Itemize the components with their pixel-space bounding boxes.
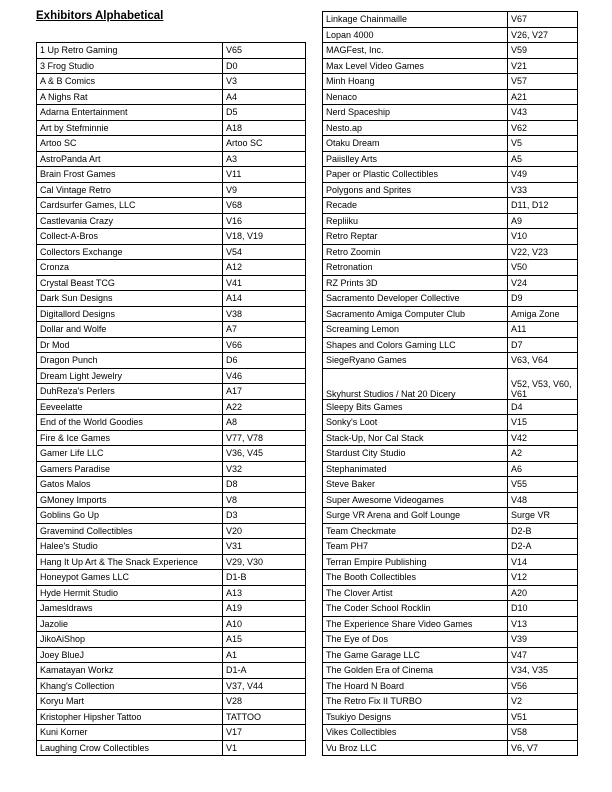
table-row — [323, 12, 578, 28]
table-row — [37, 291, 306, 307]
table-row — [323, 740, 578, 756]
exhibitor-name: Halee's Studio — [37, 539, 223, 555]
exhibitor-table-right — [322, 11, 578, 756]
booth-number: V66 — [223, 337, 306, 353]
exhibitor-name: End of the World Goodies — [37, 415, 223, 431]
exhibitor-name: Terran Empire Publishing — [323, 554, 508, 570]
booth-number: V29, V30 — [223, 554, 306, 570]
booth-number: V52, V53, V60, V61 — [508, 368, 578, 399]
table-row — [323, 337, 578, 353]
table-row — [37, 43, 306, 59]
exhibitor-name: Art by Stefminnie — [37, 120, 223, 136]
table-row — [323, 694, 578, 710]
exhibitor-name: Shapes and Colors Gaming LLC — [323, 337, 508, 353]
exhibitor-name: Dr Mod — [37, 337, 223, 353]
exhibitor-name: Honeypot Games LLC — [37, 570, 223, 586]
booth-number: A22 — [223, 399, 306, 415]
exhibitor-name: SiegeRyano Games — [323, 353, 508, 369]
exhibitor-name: Brain Frost Games — [37, 167, 223, 183]
booth-number: V31 — [223, 539, 306, 555]
table-row — [37, 229, 306, 245]
booth-number: V51 — [508, 709, 578, 725]
table-row — [323, 492, 578, 508]
table-row — [37, 275, 306, 291]
table-row — [37, 151, 306, 167]
exhibitor-name: Gravemind Collectibles — [37, 523, 223, 539]
table-row — [323, 353, 578, 369]
exhibitor-name: The Eye of Dos — [323, 632, 508, 648]
table-row — [323, 322, 578, 338]
booth-number: Amiga Zone — [508, 306, 578, 322]
table-row — [323, 275, 578, 291]
table-row — [323, 678, 578, 694]
exhibitor-name: Laughing Crow Collectibles — [37, 740, 223, 756]
booth-number: D7 — [508, 337, 578, 353]
booth-number: V26, V27 — [508, 27, 578, 43]
table-row — [37, 89, 306, 105]
exhibitor-name: Collect-A-Bros — [37, 229, 223, 245]
booth-number: D8 — [223, 477, 306, 493]
exhibitor-name: Max Level Video Games — [323, 58, 508, 74]
booth-number: TATTOO — [223, 709, 306, 725]
table-row — [37, 709, 306, 725]
exhibitor-name: 3 Frog Studio — [37, 58, 223, 74]
exhibitor-name: Nerd Spaceship — [323, 105, 508, 121]
table-row — [37, 306, 306, 322]
booth-number: V20 — [223, 523, 306, 539]
booth-number: Surge VR — [508, 508, 578, 524]
table-row — [37, 694, 306, 710]
booth-number: V65 — [223, 43, 306, 59]
table-row — [37, 120, 306, 136]
exhibitor-name: Crystal Beast TCG — [37, 275, 223, 291]
table-row — [37, 740, 306, 756]
exhibitor-name: Gamer Life LLC — [37, 446, 223, 462]
exhibitor-name: Retro Reptar — [323, 229, 508, 245]
exhibitor-name: Joey BlueJ — [37, 647, 223, 663]
booth-number: V38 — [223, 306, 306, 322]
exhibitor-name: Fire & Ice Games — [37, 430, 223, 446]
booth-number: D2-B — [508, 523, 578, 539]
table-row — [323, 554, 578, 570]
booth-number: V15 — [508, 415, 578, 431]
table-row — [37, 678, 306, 694]
booth-number: A1 — [223, 647, 306, 663]
document-title: Exhibitors Alphabetical — [36, 10, 164, 22]
booth-number: V57 — [508, 74, 578, 90]
table-row — [323, 120, 578, 136]
booth-number: V28 — [223, 694, 306, 710]
table-row — [323, 523, 578, 539]
exhibitor-name: Paiislley Arts — [323, 151, 508, 167]
exhibitor-name: Team Checkmate — [323, 523, 508, 539]
exhibitor-name: Sacramento Amiga Computer Club — [323, 306, 508, 322]
table-row — [323, 725, 578, 741]
booth-number: V55 — [508, 477, 578, 493]
booth-number: D6 — [223, 353, 306, 369]
exhibitor-name: AstroPanda Art — [37, 151, 223, 167]
booth-number: V59 — [508, 43, 578, 59]
table-row — [37, 353, 306, 369]
table-row — [37, 523, 306, 539]
exhibitor-name: Skyhurst Studios / Nat 20 Dicery — [323, 368, 508, 399]
booth-number: A8 — [223, 415, 306, 431]
table-row — [323, 415, 578, 431]
exhibitor-name: Khang's Collection — [37, 678, 223, 694]
table-row — [37, 322, 306, 338]
booth-number: D5 — [223, 105, 306, 121]
booth-number: V24 — [508, 275, 578, 291]
booth-number: A13 — [223, 585, 306, 601]
booth-number: D0 — [223, 58, 306, 74]
booth-number: A9 — [508, 213, 578, 229]
table-row — [323, 136, 578, 152]
booth-number: D2-A — [508, 539, 578, 555]
table-row — [37, 663, 306, 679]
exhibitor-name: Dark Sun Designs — [37, 291, 223, 307]
table-row — [323, 260, 578, 276]
booth-number: V36, V45 — [223, 446, 306, 462]
booth-number: V50 — [508, 260, 578, 276]
table-row — [37, 74, 306, 90]
table-row — [323, 508, 578, 524]
booth-number: V67 — [508, 12, 578, 28]
exhibitor-name: Surge VR Arena and Golf Lounge — [323, 508, 508, 524]
exhibitor-name: Linkage Chainmaille — [323, 12, 508, 28]
exhibitor-name: Recade — [323, 198, 508, 214]
booth-number: A7 — [223, 322, 306, 338]
booth-number: V16 — [223, 213, 306, 229]
booth-number: V21 — [508, 58, 578, 74]
booth-number: A4 — [223, 89, 306, 105]
exhibitor-name: Polygons and Sprites — [323, 182, 508, 198]
table-row — [37, 539, 306, 555]
exhibitor-name: Lopan 4000 — [323, 27, 508, 43]
booth-number: A10 — [223, 616, 306, 632]
table-row — [323, 709, 578, 725]
exhibitor-name: The Retro Fix II TURBO — [323, 694, 508, 710]
table-row — [37, 198, 306, 214]
booth-number: D9 — [508, 291, 578, 307]
table-row — [37, 384, 306, 400]
booth-number: A17 — [223, 384, 306, 400]
exhibitor-name: Dream Light Jewelry — [37, 368, 223, 384]
booth-number: D1-B — [223, 570, 306, 586]
exhibitor-name: Retronation — [323, 260, 508, 276]
exhibitor-name: Minh Hoang — [323, 74, 508, 90]
table-row — [37, 415, 306, 431]
exhibitor-name: Sacramento Developer Collective — [323, 291, 508, 307]
booth-number: V47 — [508, 647, 578, 663]
exhibitor-name: Gamers Paradise — [37, 461, 223, 477]
exhibitor-name: Kristopher Hipsher Tattoo — [37, 709, 223, 725]
booth-number: V41 — [223, 275, 306, 291]
booth-number: A18 — [223, 120, 306, 136]
booth-number: V49 — [508, 167, 578, 183]
table-row — [37, 616, 306, 632]
booth-number: Artoo SC — [223, 136, 306, 152]
table-row — [37, 446, 306, 462]
exhibitor-name: Retro Zoomin — [323, 244, 508, 260]
exhibitor-name: Nesto.ap — [323, 120, 508, 136]
booth-number: V5 — [508, 136, 578, 152]
exhibitor-table-left — [36, 42, 306, 756]
table-row — [323, 663, 578, 679]
table-row — [323, 213, 578, 229]
table-row — [323, 291, 578, 307]
exhibitor-name: Eeveelatte — [37, 399, 223, 415]
booth-number: V56 — [508, 678, 578, 694]
booth-number: V8 — [223, 492, 306, 508]
booth-number: A2 — [508, 446, 578, 462]
table-row — [37, 105, 306, 121]
exhibitor-name: Team PH7 — [323, 539, 508, 555]
booth-number: A5 — [508, 151, 578, 167]
booth-number: V10 — [508, 229, 578, 245]
booth-number: V11 — [223, 167, 306, 183]
table-row — [323, 570, 578, 586]
exhibitor-name: Steve Baker — [323, 477, 508, 493]
booth-number: V62 — [508, 120, 578, 136]
booth-number: V48 — [508, 492, 578, 508]
booth-number: V12 — [508, 570, 578, 586]
table-row — [37, 368, 306, 384]
table-row — [37, 260, 306, 276]
exhibitor-name: 1 Up Retro Gaming — [37, 43, 223, 59]
booth-number: A12 — [223, 260, 306, 276]
table-row — [37, 601, 306, 617]
booth-number: A14 — [223, 291, 306, 307]
booth-number: V6, V7 — [508, 740, 578, 756]
exhibitor-name: Cronza — [37, 260, 223, 276]
exhibitor-name: Stardust City Studio — [323, 446, 508, 462]
booth-number: V32 — [223, 461, 306, 477]
exhibitor-name: The Game Garage LLC — [323, 647, 508, 663]
table-row — [323, 399, 578, 415]
exhibitor-name: Artoo SC — [37, 136, 223, 152]
exhibitor-name: Castlevania Crazy — [37, 213, 223, 229]
exhibitor-name: The Coder School Rocklin — [323, 601, 508, 617]
booth-number: V39 — [508, 632, 578, 648]
exhibitor-name: Stephanimated — [323, 461, 508, 477]
booth-number: V2 — [508, 694, 578, 710]
exhibitor-name: DuhReza's Perlers — [37, 384, 223, 400]
exhibitor-name: The Experience Share Video Games — [323, 616, 508, 632]
table-row — [37, 632, 306, 648]
table-row — [323, 74, 578, 90]
exhibitor-name: A & B Comics — [37, 74, 223, 90]
booth-number: V33 — [508, 182, 578, 198]
booth-number: A20 — [508, 585, 578, 601]
table-row — [323, 167, 578, 183]
table-row — [37, 492, 306, 508]
table-row — [37, 244, 306, 260]
booth-number: V1 — [223, 740, 306, 756]
exhibitor-name: The Booth Collectibles — [323, 570, 508, 586]
exhibitor-name: Cal Vintage Retro — [37, 182, 223, 198]
table-row — [37, 725, 306, 741]
table-row — [323, 477, 578, 493]
table-row — [323, 58, 578, 74]
exhibitor-name: GMoney Imports — [37, 492, 223, 508]
exhibitor-name: Goblins Go Up — [37, 508, 223, 524]
booth-number: A3 — [223, 151, 306, 167]
booth-number: D11, D12 — [508, 198, 578, 214]
table-row — [37, 136, 306, 152]
exhibitor-name: Koryu Mart — [37, 694, 223, 710]
booth-number: A21 — [508, 89, 578, 105]
booth-number: D3 — [223, 508, 306, 524]
table-row — [323, 616, 578, 632]
booth-number: D10 — [508, 601, 578, 617]
exhibitor-name: Sleepy Bits Games — [323, 399, 508, 415]
table-row — [323, 229, 578, 245]
exhibitor-name: Kamatayan Workz — [37, 663, 223, 679]
booth-number: V13 — [508, 616, 578, 632]
booth-number: V22, V23 — [508, 244, 578, 260]
exhibitor-name: Hang It Up Art & The Snack Experience — [37, 554, 223, 570]
table-row — [323, 632, 578, 648]
booth-number: V54 — [223, 244, 306, 260]
exhibitor-name: A Nighs Rat — [37, 89, 223, 105]
table-row — [323, 27, 578, 43]
exhibitor-name: Hyde Hermit Studio — [37, 585, 223, 601]
booth-number: V34, V35 — [508, 663, 578, 679]
exhibitor-name: Vu Broz LLC — [323, 740, 508, 756]
table-row — [37, 213, 306, 229]
table-row — [37, 399, 306, 415]
exhibitor-name: The Golden Era of Cinema — [323, 663, 508, 679]
table-row — [323, 105, 578, 121]
exhibitor-name: Screaming Lemon — [323, 322, 508, 338]
exhibitor-name: The Hoard N Board — [323, 678, 508, 694]
exhibitor-name: Stack-Up, Nor Cal Stack — [323, 430, 508, 446]
booth-number: V18, V19 — [223, 229, 306, 245]
exhibitor-name: Jamesldraws — [37, 601, 223, 617]
booth-number: V63, V64 — [508, 353, 578, 369]
booth-number: V68 — [223, 198, 306, 214]
booth-number: V43 — [508, 105, 578, 121]
exhibitor-name: Vikes Collectibles — [323, 725, 508, 741]
table-row — [323, 461, 578, 477]
table-row — [323, 244, 578, 260]
booth-number: D4 — [508, 399, 578, 415]
table-row — [323, 151, 578, 167]
table-row — [37, 508, 306, 524]
exhibitor-name: Dollar and Wolfe — [37, 322, 223, 338]
exhibitor-name: Sonky's Loot — [323, 415, 508, 431]
exhibitor-name: Kuni Korner — [37, 725, 223, 741]
booth-number: A19 — [223, 601, 306, 617]
booth-number: A6 — [508, 461, 578, 477]
table-row — [323, 647, 578, 663]
booth-number: V17 — [223, 725, 306, 741]
booth-number: V9 — [223, 182, 306, 198]
exhibitor-name: The Clover Artist — [323, 585, 508, 601]
table-row — [323, 539, 578, 555]
booth-number: A15 — [223, 632, 306, 648]
table-row — [323, 89, 578, 105]
booth-number: A11 — [508, 322, 578, 338]
table-row — [37, 570, 306, 586]
exhibitor-name: Gatos Malos — [37, 477, 223, 493]
booth-number: V58 — [508, 725, 578, 741]
exhibitor-name: Dragon Punch — [37, 353, 223, 369]
table-row — [37, 167, 306, 183]
table-row — [323, 430, 578, 446]
exhibitor-name: Paper or Plastic Collectibles — [323, 167, 508, 183]
exhibitor-name: Tsukiyo Designs — [323, 709, 508, 725]
booth-number: V14 — [508, 554, 578, 570]
table-row — [323, 306, 578, 322]
exhibitor-name: MAGFest, Inc. — [323, 43, 508, 59]
exhibitor-name: Adarna Entertainment — [37, 105, 223, 121]
booth-number: V3 — [223, 74, 306, 90]
booth-number: V46 — [223, 368, 306, 384]
table-row — [37, 461, 306, 477]
exhibitor-name: RZ Prints 3D — [323, 275, 508, 291]
table-row — [323, 601, 578, 617]
table-row — [323, 585, 578, 601]
table-row — [37, 647, 306, 663]
exhibitor-name: Cardsurfer Games, LLC — [37, 198, 223, 214]
booth-number: D1-A — [223, 663, 306, 679]
table-row — [323, 198, 578, 214]
table-row — [37, 585, 306, 601]
exhibitor-name: Otaku Dream — [323, 136, 508, 152]
table-row — [37, 182, 306, 198]
exhibitor-name: Collectors Exchange — [37, 244, 223, 260]
booth-number: V37, V44 — [223, 678, 306, 694]
exhibitor-name: JikoAiShop — [37, 632, 223, 648]
table-row — [37, 477, 306, 493]
table-row — [323, 446, 578, 462]
table-row — [323, 182, 578, 198]
table-row — [323, 43, 578, 59]
table-row — [37, 430, 306, 446]
table-row — [37, 58, 306, 74]
exhibitor-name: Repliiku — [323, 213, 508, 229]
table-row — [37, 554, 306, 570]
table-row — [323, 368, 578, 399]
booth-number: V42 — [508, 430, 578, 446]
booth-number: V77, V78 — [223, 430, 306, 446]
exhibitor-name: Nenaco — [323, 89, 508, 105]
exhibitor-name: Digitallord Designs — [37, 306, 223, 322]
exhibitor-name: Jazolie — [37, 616, 223, 632]
table-row — [37, 337, 306, 353]
exhibitor-name: Super Awesome Videogames — [323, 492, 508, 508]
